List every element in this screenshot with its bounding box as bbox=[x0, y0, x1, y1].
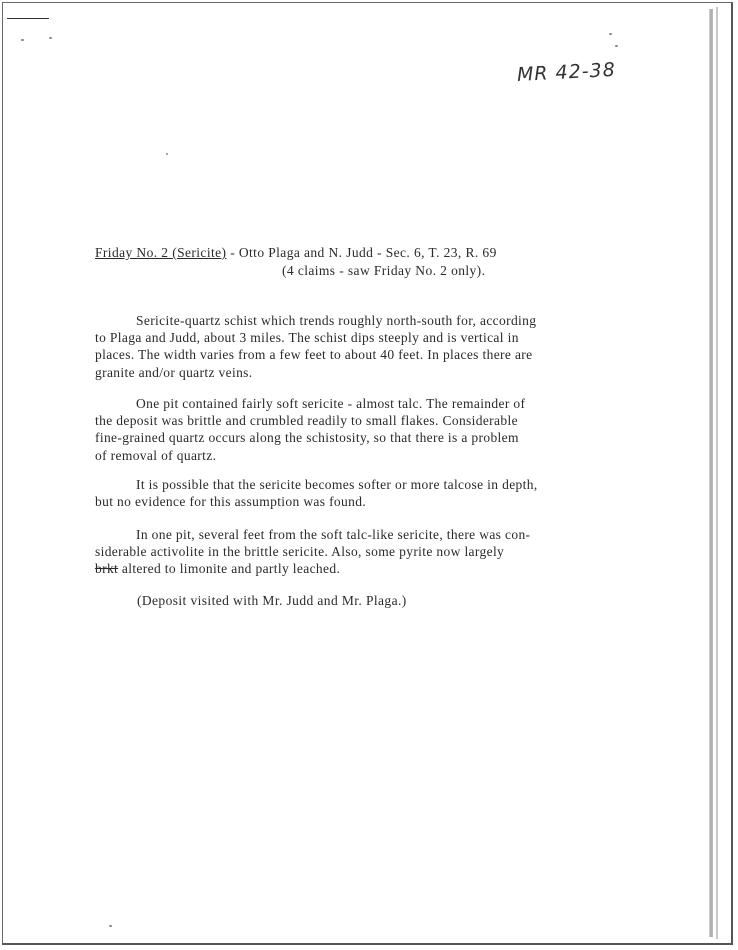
text-line bbox=[95, 560, 667, 577]
text-line: the deposit was brittle and crumbled readily to small flakes. Considerable bbox=[95, 413, 518, 429]
closing-note: (Deposit visited with Mr. Judd and Mr. Plaga.) bbox=[137, 593, 407, 608]
paragraph-2 bbox=[95, 395, 667, 464]
scan-speck bbox=[109, 925, 112, 927]
struck-out-word: brkt bbox=[95, 561, 119, 577]
text-line: Sericite-quartz schist which trends roughly north-south for, according bbox=[136, 313, 537, 328]
text-line: siderable activolite in the brittle sericite. Also, some pyrite now largely bbox=[95, 544, 505, 560]
text-line: In one pit, several feet from the soft talc-like sericite, there was con- bbox=[136, 527, 531, 542]
document-page bbox=[2, 2, 733, 945]
heading-details: - Otto Plaga and N. Judd - Sec. 6, T. 23, R. 69 bbox=[226, 245, 497, 260]
text-line: One pit contained fairly soft sericite - almost talc. The remainder of bbox=[136, 396, 526, 411]
text-line-rest: altered to limonite and partly leached. bbox=[118, 561, 341, 577]
text-line: but no evidence for this assumption was found. bbox=[95, 494, 367, 510]
deposit-title: Friday No. 2 (Sericite) bbox=[95, 245, 227, 260]
paragraph-4 bbox=[95, 526, 667, 578]
page-edge-shadow bbox=[716, 7, 718, 939]
page-edge-shadow bbox=[709, 9, 713, 937]
scan-speck bbox=[615, 45, 618, 47]
file-id-handwritten: MR 42-38 bbox=[516, 58, 617, 86]
scan-corner-mark bbox=[7, 18, 49, 19]
text-line: granite and/or quartz veins. bbox=[95, 364, 253, 380]
text-line: of removal of quartz. bbox=[95, 447, 217, 463]
report-heading bbox=[95, 245, 497, 261]
scan-speck bbox=[609, 33, 612, 35]
text-line: places. The width varies from a few feet to about 40 feet. In places there are bbox=[95, 347, 533, 363]
paragraph-3 bbox=[95, 476, 667, 510]
paragraph-1 bbox=[95, 312, 667, 381]
scan-speck bbox=[21, 39, 24, 41]
text-line: fine-grained quartz occurs along the schistosity, so that there is a problem bbox=[95, 430, 519, 446]
scan-speck bbox=[49, 37, 52, 39]
scan-speck bbox=[166, 153, 168, 155]
text-line: to Plaga and Judd, about 3 miles. The schist dips steeply and is vertical in bbox=[95, 330, 519, 346]
heading-subline: (4 claims - saw Friday No. 2 only). bbox=[282, 263, 486, 278]
text-line: It is possible that the sericite becomes softer or more talcose in depth, bbox=[136, 477, 538, 492]
